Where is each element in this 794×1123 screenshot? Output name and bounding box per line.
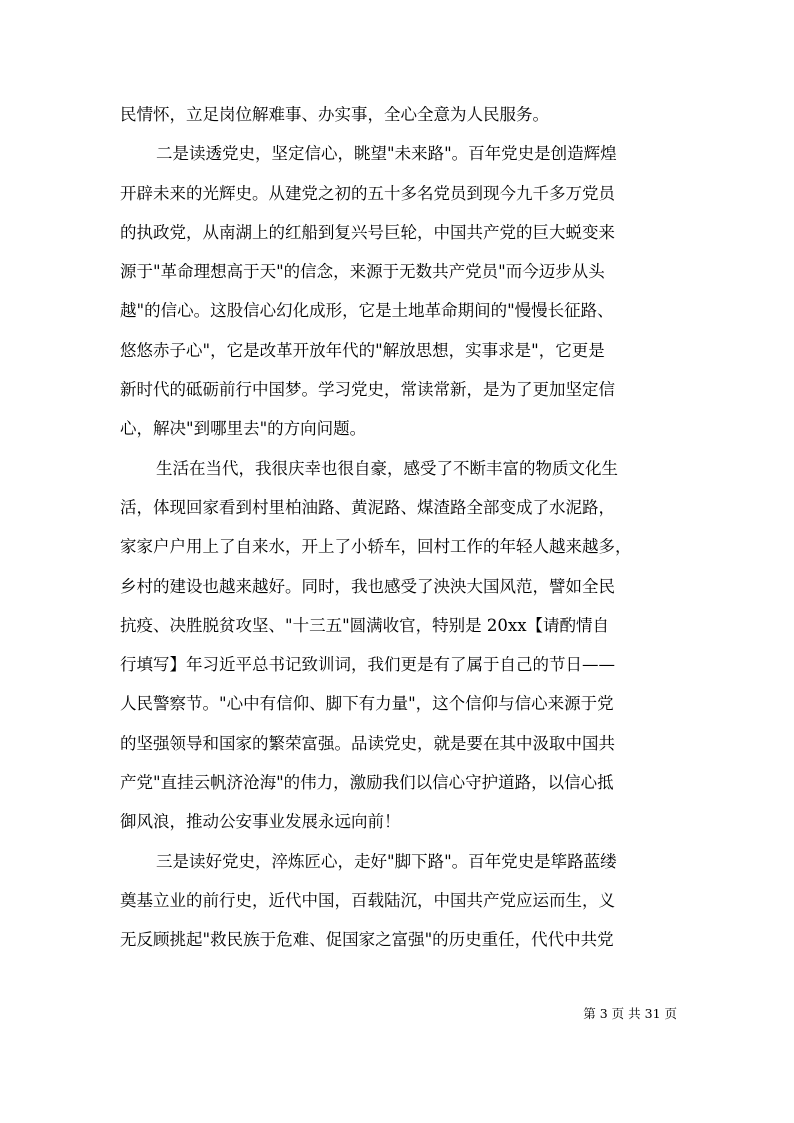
text-line: 悠悠赤子心"，它是改革开放年代的"解放思想，实事求是"，它更是	[120, 340, 605, 360]
text-line: 的执政党，从南湖上的红船到复兴号巨轮，中国共产党的巨大蜕变来	[120, 222, 615, 242]
text-line: 越"的信心。这股信心幻化成形，它是土地革命期间的"慢慢长征路、	[120, 301, 614, 321]
paragraph-first-line: 生活在当代，我很庆幸也很自豪，感受了不断丰富的物质文化生	[156, 458, 618, 478]
text-line: 人民警察节。"心中有信仰、脚下有力量"，这个信仰与信心来源于党	[120, 694, 614, 714]
paragraph-first-line: 二是读透党史，坚定信心，眺望"未来路"。百年党史是创造辉煌	[156, 144, 617, 164]
text-line: 行填写】年习近平总书记致训词，我们更是有了属于自己的节日——	[120, 655, 615, 675]
text-line: 心，解决"到哪里去"的方向问题。	[120, 419, 367, 439]
text-line: 家家户户用上了自来水，开上了小轿车，回村工作的年轻人越来越多，	[120, 537, 632, 557]
text-line: 乡村的建设也越来越好。同时，我也感受了泱泱大国风范，譬如全民	[120, 576, 615, 596]
text-line: 抗疫、决胜脱贫攻坚、"十三五"圆满收官，特别是 20xx【请酌情自	[120, 615, 610, 635]
text-line: 产党"直挂云帆济沧海"的伟力，激励我们以信心守护道路，以信心抵	[120, 773, 614, 793]
text-line: 新时代的砥砺前行中国梦。学习党史，常读常新，是为了更加坚定信	[120, 380, 615, 400]
text-line: 民情怀，立足岗位解难事、办实事，全心全意为人民服务。	[120, 105, 549, 124]
paragraph-first-line: 三是读好党史，淬炼匠心，走好"脚下路"。百年党史是筚路蓝缕	[156, 851, 617, 871]
text-line: 源于"革命理想高于天"的信念，来源于无数共产党员"而今迈步从头	[120, 262, 605, 282]
text-line: 活，体现回家看到村里柏油路、黄泥路、煤渣路全部变成了水泥路，	[120, 497, 615, 517]
text-line: 奠基立业的前行史，近代中国，百载陆沉，中国共产党应运而生，义	[120, 890, 615, 910]
page-number: 第 3 页 共 31 页	[583, 1006, 677, 1021]
body-text	[120, 95, 676, 960]
text-line: 的坚强领导和国家的繁荣富强。品读党史，就是要在其中汲取中国共	[120, 733, 615, 753]
text-line: 无反顾挑起"救民族于危难、促国家之富强"的历史重任，代代中共党	[120, 930, 614, 950]
text-line: 御风浪，推动公安事业发展永远向前！	[120, 812, 401, 832]
text-line: 开辟未来的光辉史。从建党之初的五十多名党员到现今九千多万党员	[120, 183, 615, 203]
